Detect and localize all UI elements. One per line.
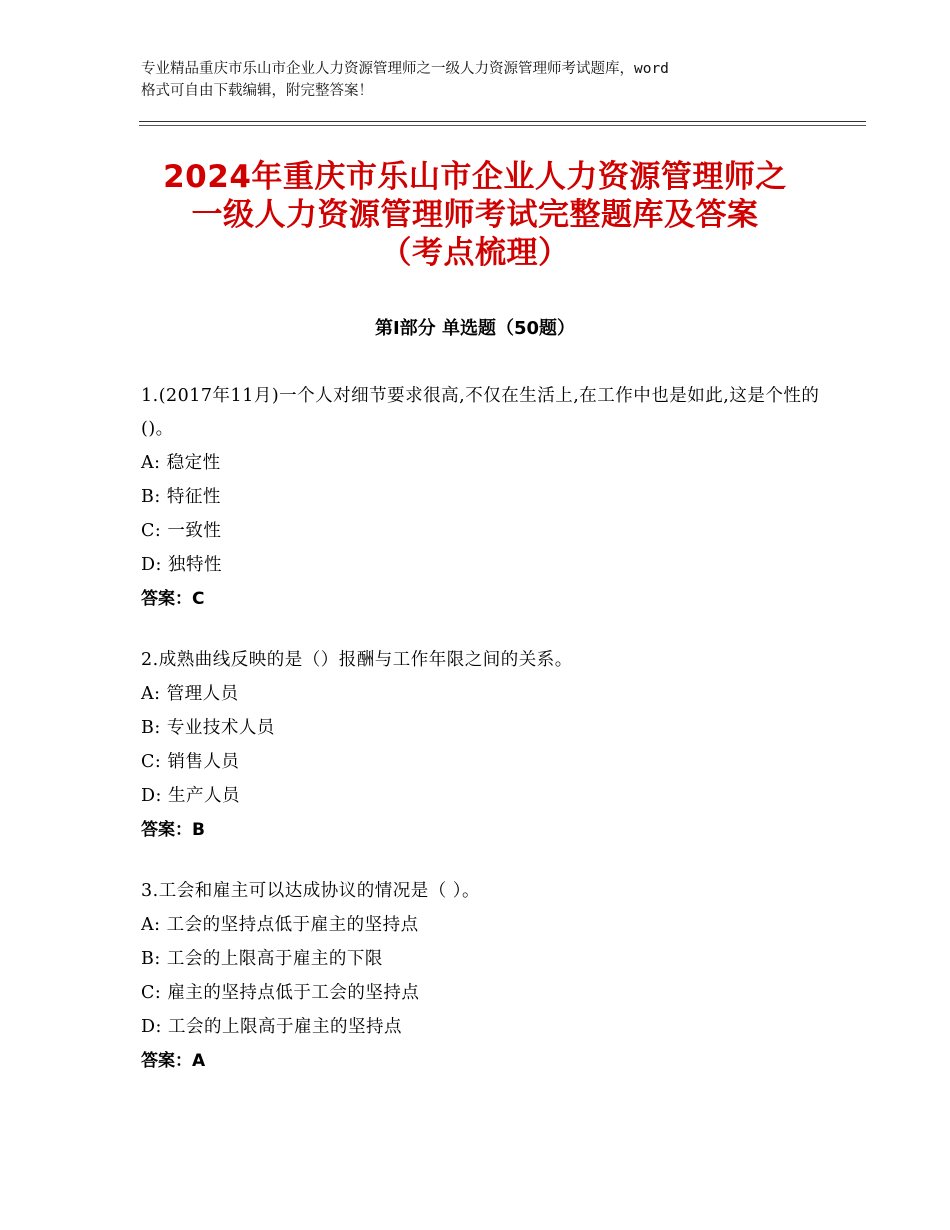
option-d: D: 工会的上限高于雇主的坚持点 [141, 1017, 402, 1037]
question-stem: 2.成熟曲线反映的是（）报酬与工作年限之间的关系。 [141, 650, 573, 670]
answer-line: 答案：A [141, 1051, 206, 1071]
answer-line: 答案：B [141, 820, 205, 840]
question-stem: 1.(2017年11月)一个人对细节要求很高,不仅在生活上,在工作中也是如此,这是个性的()。 [141, 386, 820, 439]
question-item [141, 875, 821, 1078]
title-line-1: 2024年重庆市乐山市企业人力资源管理师之 [163, 159, 787, 195]
option-d: D: 生产人员 [141, 786, 240, 806]
option-a: A: 管理人员 [141, 684, 239, 704]
question-item [141, 380, 821, 616]
header-divider-thin [139, 125, 866, 126]
document-title [60, 158, 890, 272]
header-note-line-2: 格式可自由下载编辑，附完整答案！ [141, 83, 373, 99]
option-b: B: 工会的上限高于雇主的下限 [141, 949, 383, 969]
option-c: C: 销售人员 [141, 752, 240, 772]
option-a: A: 工会的坚持点低于雇主的坚持点 [141, 915, 419, 935]
question-list [141, 380, 821, 1106]
question-item [141, 644, 821, 847]
option-c: C: 一致性 [141, 521, 222, 541]
option-c: C: 雇主的坚持点低于工会的坚持点 [141, 983, 420, 1003]
option-a: A: 稳定性 [141, 453, 221, 473]
answer-line: 答案：C [141, 589, 205, 609]
question-stem: 3.工会和雇主可以达成协议的情况是（ ）。 [141, 881, 481, 901]
option-d: D: 独特性 [141, 555, 222, 575]
option-b: B: 专业技术人员 [141, 718, 275, 738]
option-b: B: 特征性 [141, 487, 221, 507]
title-line-2: 一级人力资源管理师考试完整题库及答案 [191, 197, 759, 233]
header-divider [139, 121, 866, 122]
header-note-line-1: 专业精品重庆市乐山市企业人力资源管理师之一级人力资源管理师考试题库，word [141, 61, 669, 77]
section-heading: 第Ⅰ部分 单选题（50题） [374, 318, 575, 339]
header-note [141, 58, 831, 102]
title-line-3: （考点梳理） [380, 235, 570, 271]
